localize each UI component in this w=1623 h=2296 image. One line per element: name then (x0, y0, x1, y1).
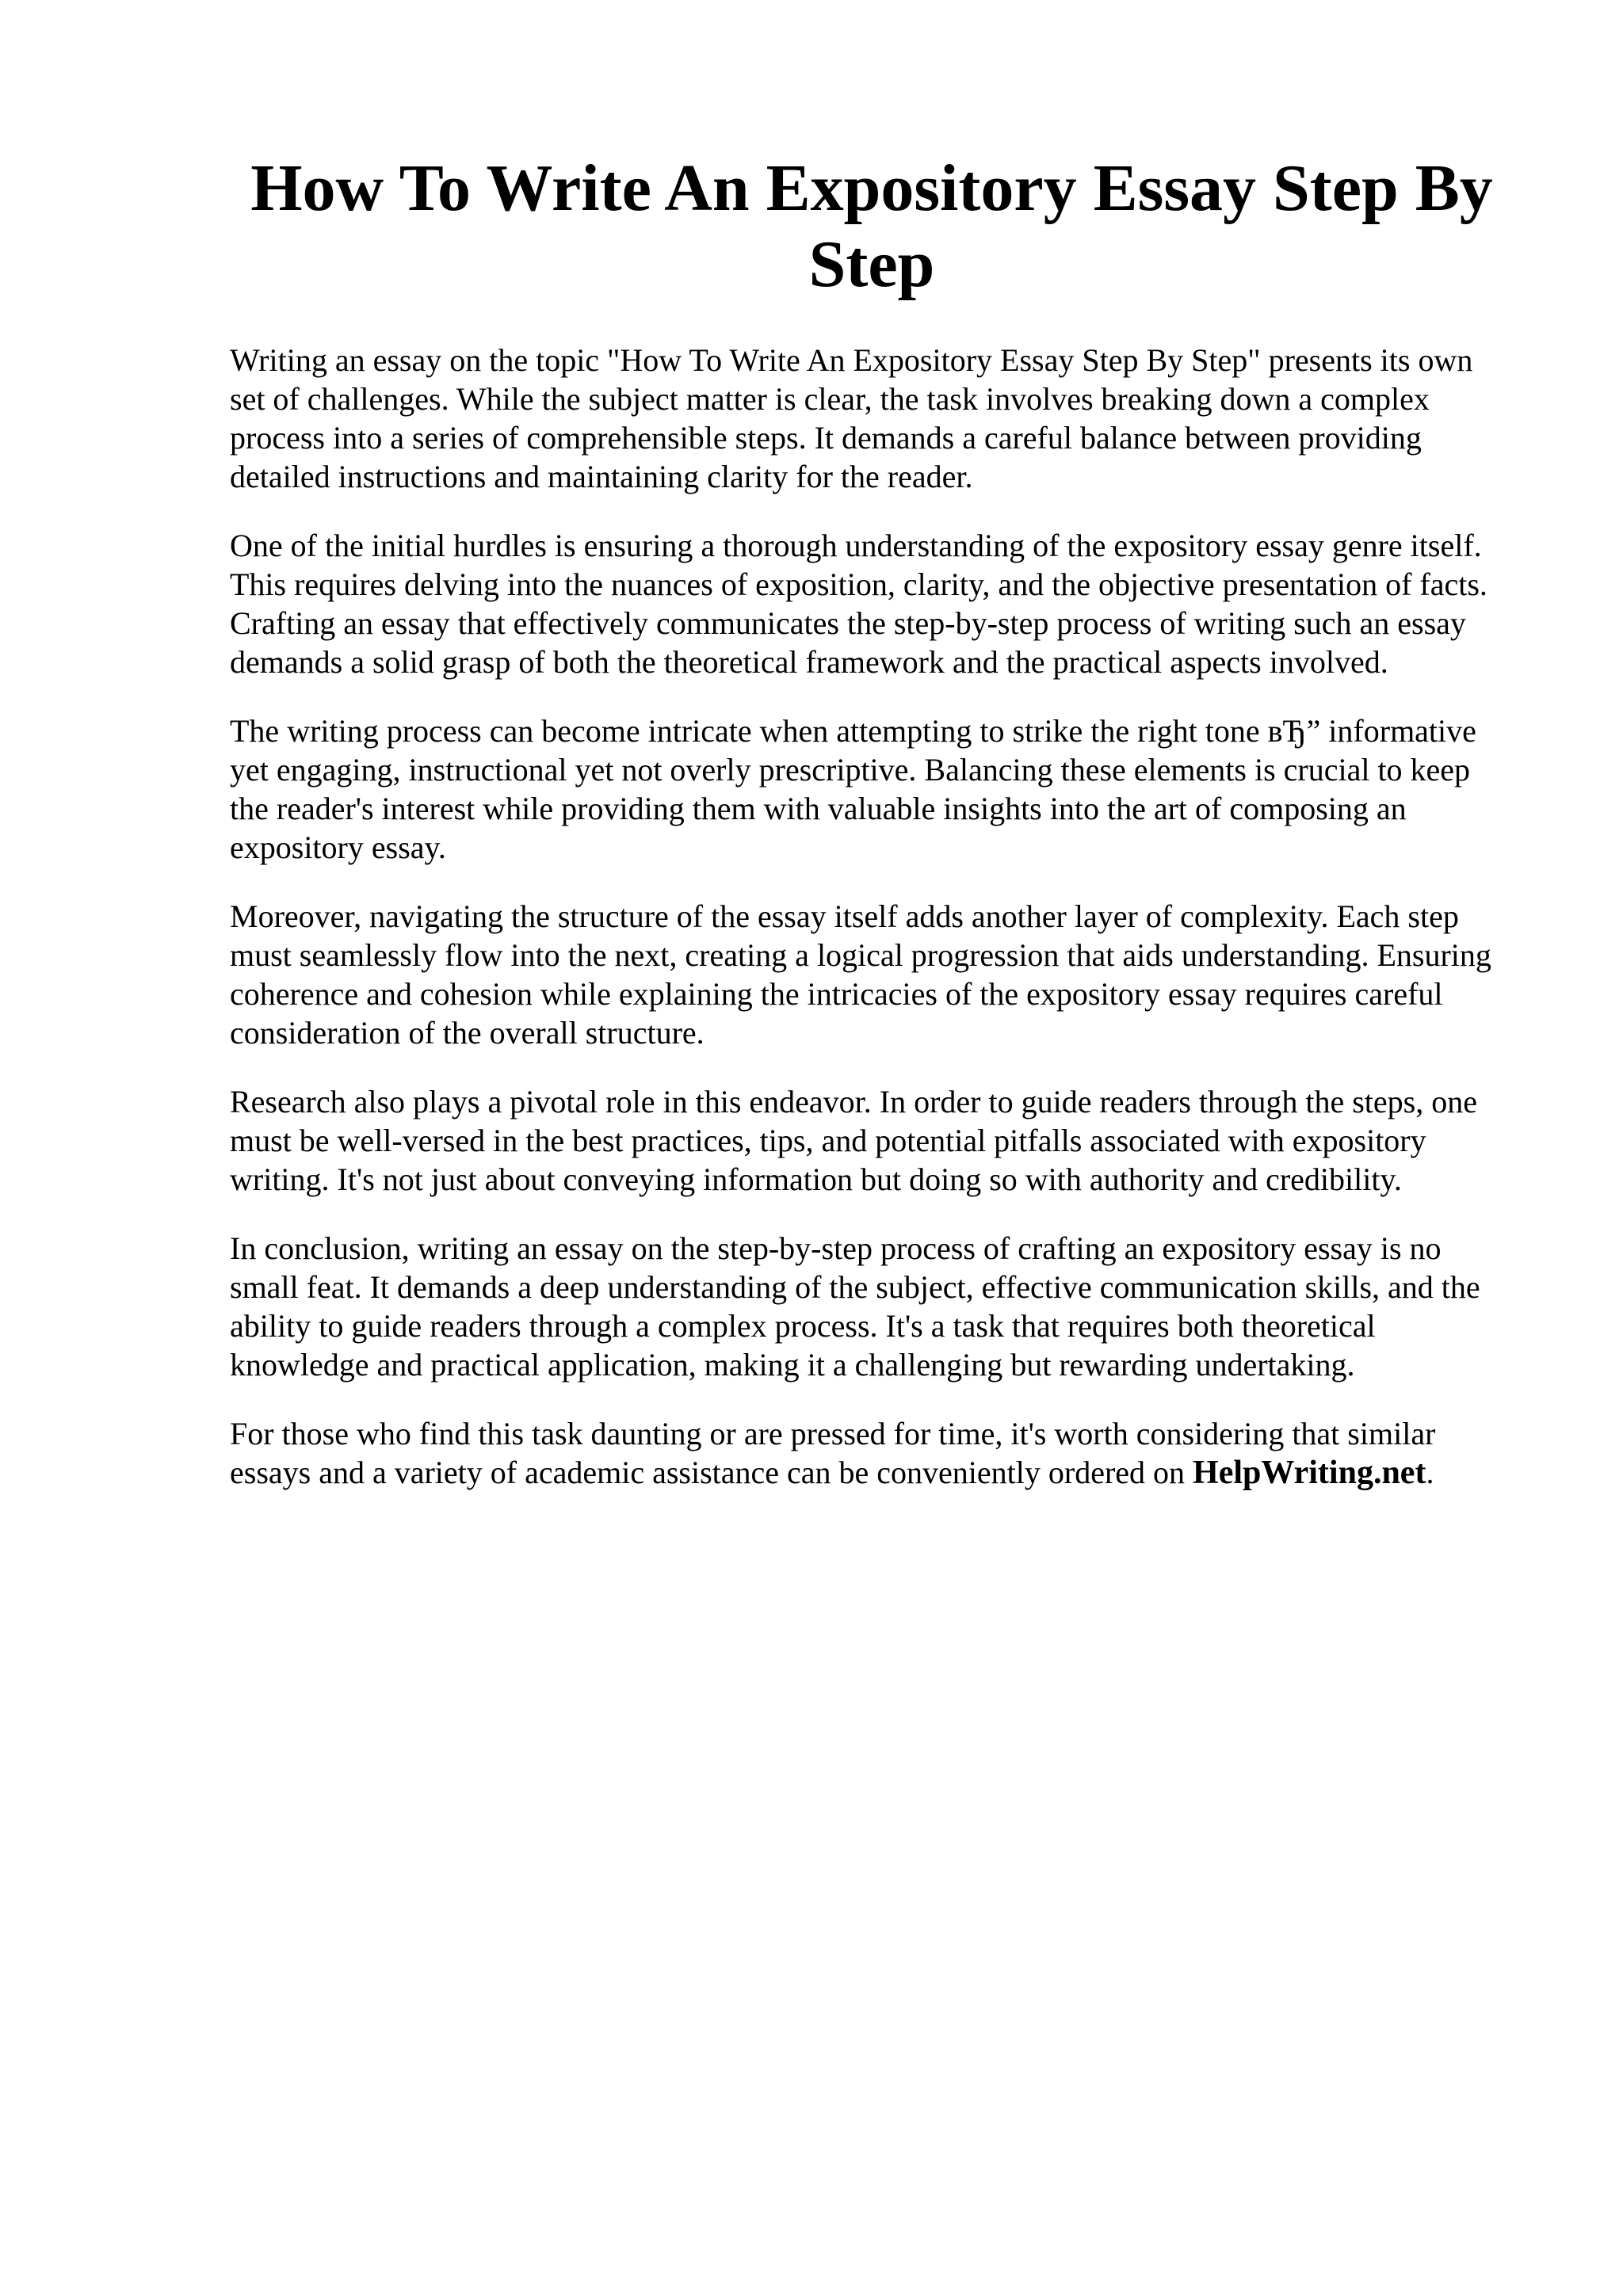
closing-period: . (1426, 1455, 1434, 1490)
paragraph: The writing process can become intricate when attempting to strike the right tone вЂ” informative yet engaging, instructional yet not overly prescriptive. Balancing these elements is crucial to keep the reader's interest while providing them with valuable insights into the art of composing an expository essay. (230, 713, 1476, 865)
helpwriting-link[interactable]: HelpWriting.net (1193, 1455, 1426, 1491)
paragraph: Moreover, navigating the structure of the essay itself adds another layer of complexity. Each step must seamlessly flow into the next, creating a logical progression that aids understanding. Ensuring coherence and cohesion while explaining the intricacies of the expository essay requires careful consideration of the overall structure. (230, 898, 1491, 1051)
closing-text: For those who find this task daunting or are pressed for time, it's worth considering that similar essays and a variety of academic assistance can be conveniently ordered on (230, 1416, 1436, 1490)
paragraph: In conclusion, writing an essay on the step-by-step process of crafting an expository essay is no small feat. It demands a deep understanding of the subject, effective communication skills, and the ability to guide readers through a complex process. It's a task that requires both theoretical knowledge and practical application, making it a challenging but rewarding undertaking. (230, 1230, 1480, 1383)
closing-paragraph (230, 1414, 1514, 1493)
paragraph: Research also plays a pivotal role in this endeavor. In order to guide readers through the steps, one must be well-versed in the best practices, tips, and potential pitfalls associated with expository writing. It's not just about conveying information but doing so with authority and credibility. (230, 1084, 1477, 1197)
paragraph: One of the initial hurdles is ensuring a thorough understanding of the expository essay genre itself. This requires delving into the nuances of exposition, clarity, and the objective presentation of facts. Crafting an essay that effectively communicates the step-by-step process of writing such an essay demands a solid grasp of both the theoretical framework and the practical aspects involved. (230, 528, 1487, 680)
document-body (230, 341, 1514, 1523)
paragraph: Writing an essay on the topic "How To Write An Expository Essay Step By Step" presents its own set of challenges. While the subject matter is clear, the task involves breaking down a complex process into a series of comprehensible steps. It demands a careful balance between providing detailed instructions and maintaining clarity for the reader. (230, 342, 1473, 494)
document-title: How To Write An Expository Essay Step By Step (250, 151, 1493, 301)
